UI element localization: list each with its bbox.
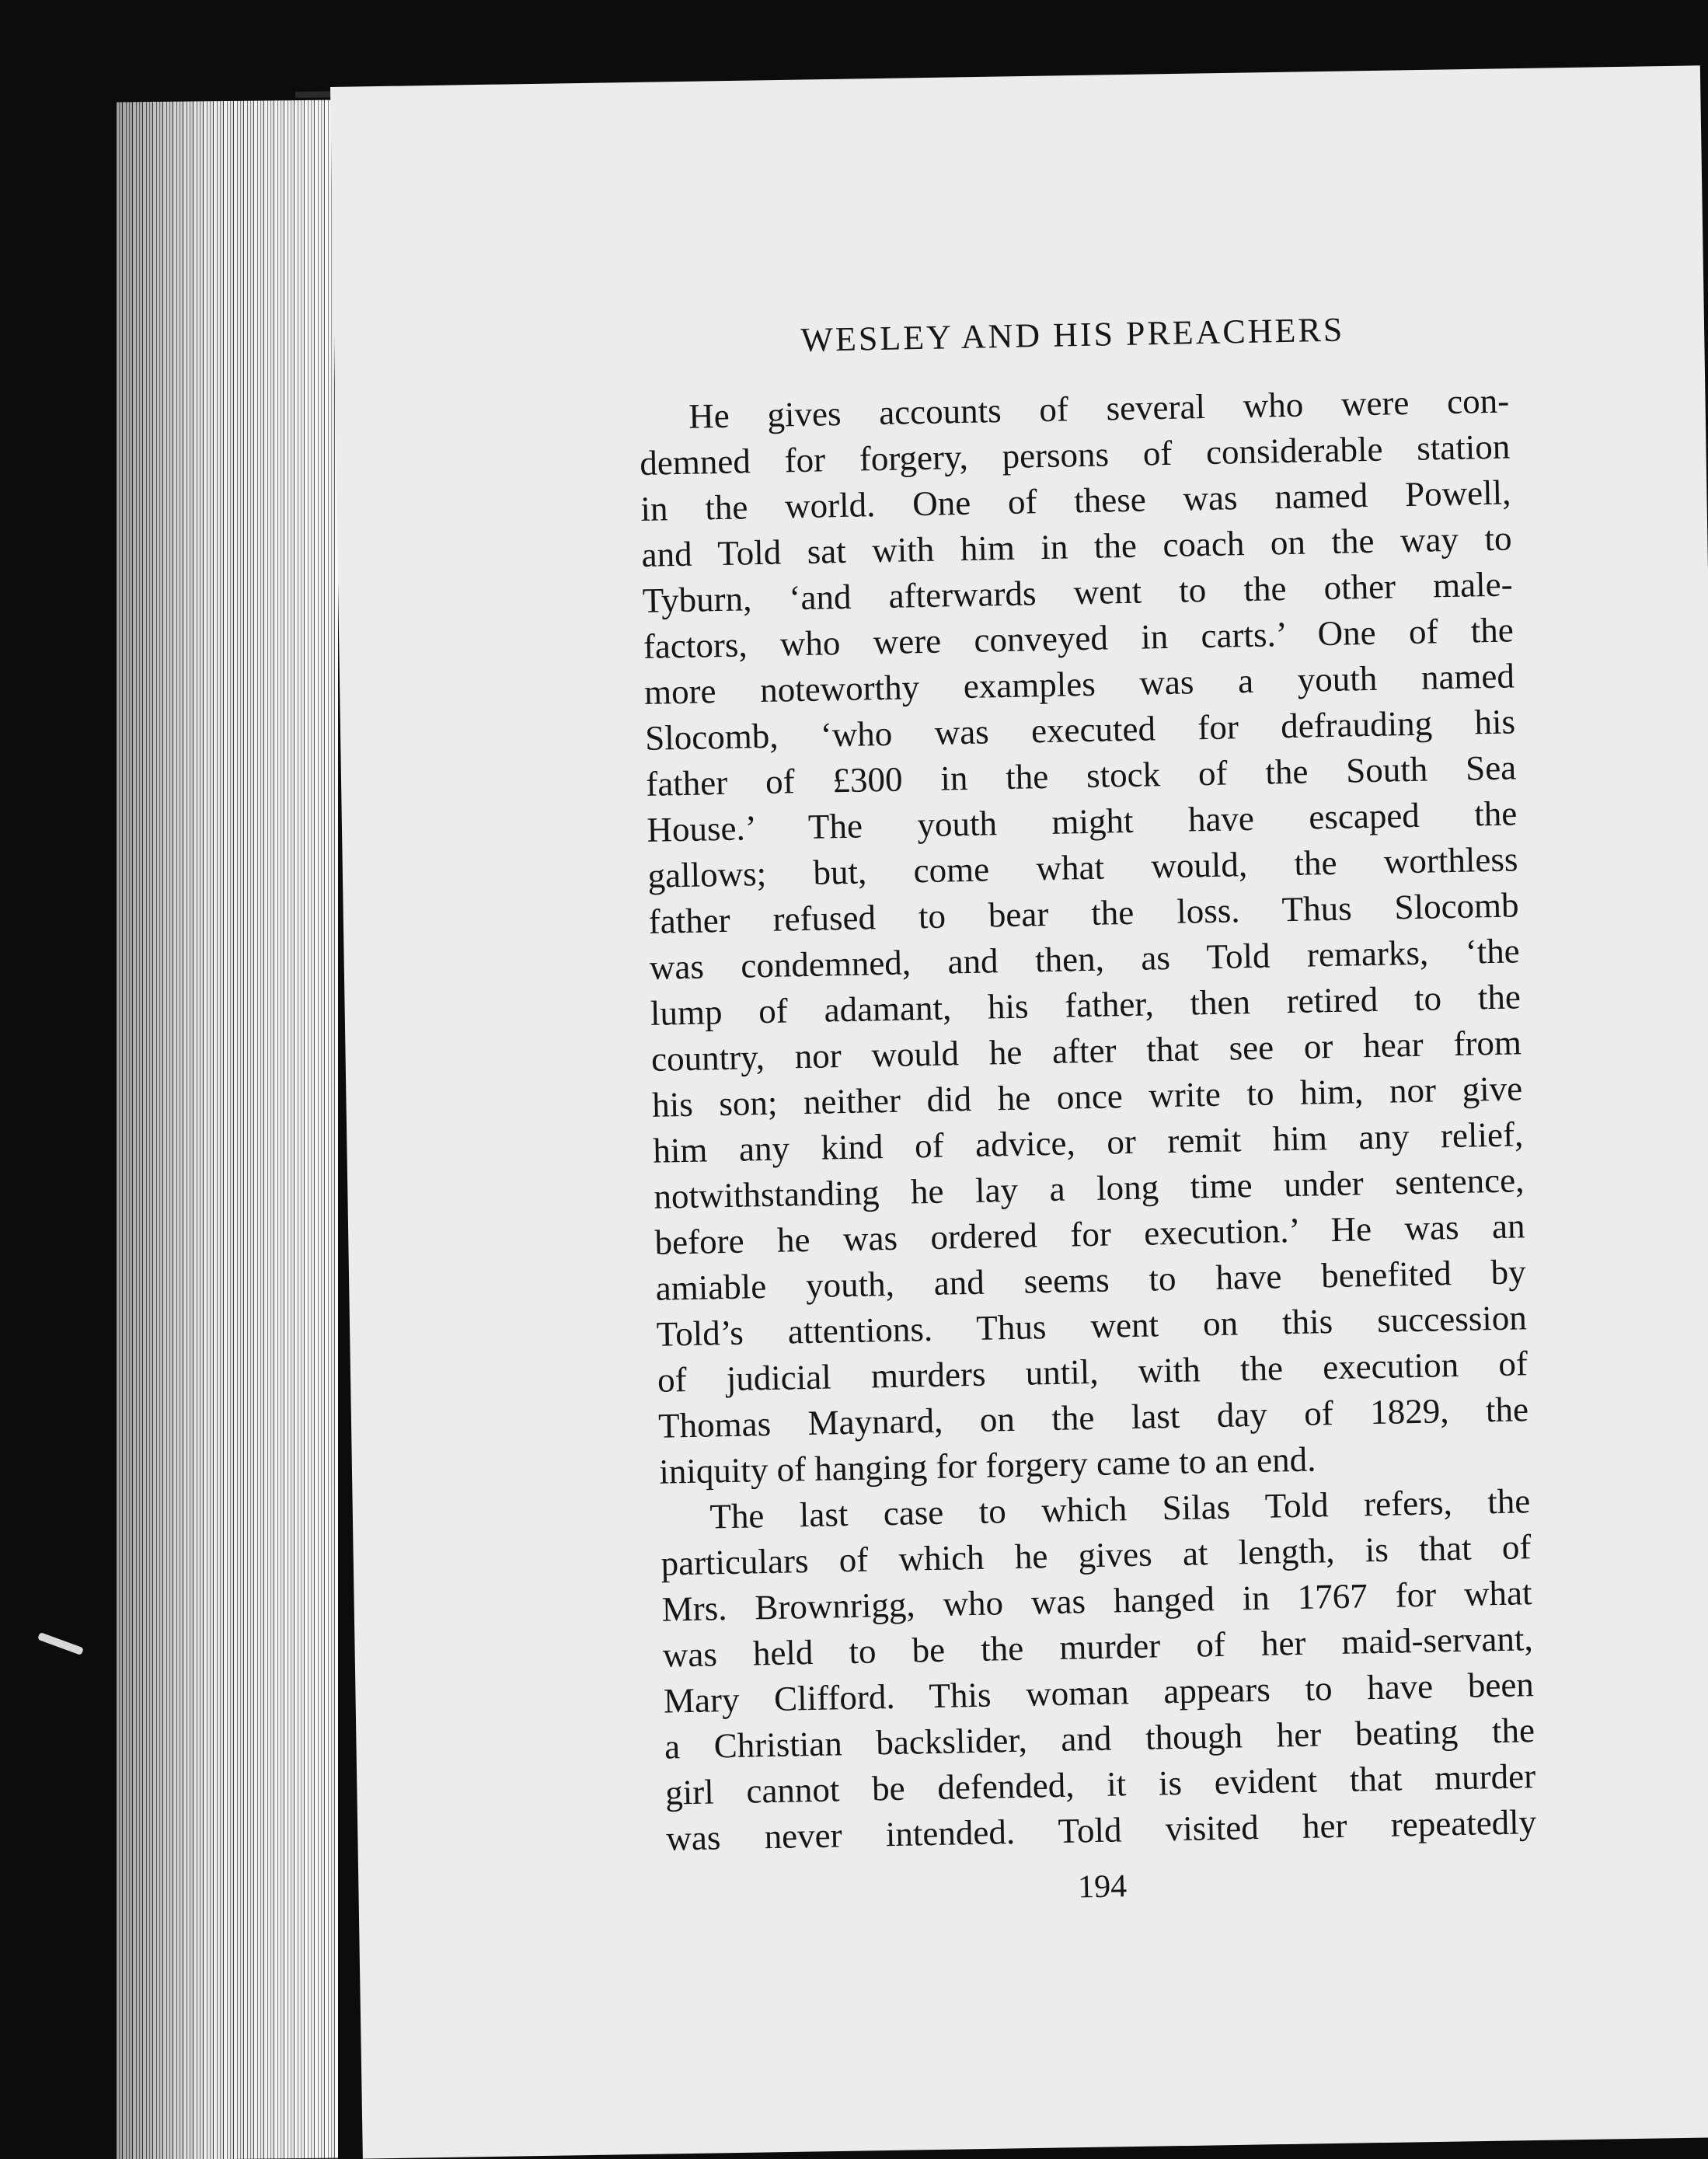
body-text <box>639 378 1537 1861</box>
text-line: was never intended. Told visited her repeatedly <box>665 1802 1537 1858</box>
text-line: Slocomb, ‘who was executed for defrauding his <box>644 702 1516 758</box>
text-line: father refused to bear the loss. Thus Slocomb <box>648 885 1519 941</box>
text-line: was held to be the murder of her maid-servant, <box>662 1619 1534 1675</box>
text-line: particulars of which he gives at length, is that of <box>661 1527 1532 1583</box>
text-line: He gives accounts of several who were con- <box>688 381 1510 436</box>
text-line: Mrs. Brownrigg, who was hanged in 1767 for what <box>661 1573 1532 1629</box>
film-scratch-mark <box>37 1632 84 1655</box>
running-head: WESLEY AND HIS PREACHERS <box>800 310 1345 359</box>
text-line: lump of adamant, his father, then retired to the <box>650 977 1522 1033</box>
text-line: Told’s attentions. Thus went on this succession <box>656 1298 1528 1354</box>
text-line: of judicial murders until, with the execution of <box>657 1344 1528 1400</box>
text-line: his son; neither did he once write to him, nor give <box>651 1069 1523 1125</box>
text-line: The last case to which Silas Told refers, the <box>709 1481 1531 1536</box>
text-line: factors, who were conveyed in carts.’ One of the <box>643 610 1515 666</box>
text-line: iniquity of hanging for forgery came to an end. <box>658 1439 1316 1491</box>
text-line: him any kind of advice, or remit him any relief, <box>652 1114 1524 1170</box>
text-line: House.’ The youth might have escaped the <box>646 793 1518 849</box>
text-line: gallows; but, come what would, the worthless <box>647 839 1518 895</box>
text-line: in the world. One of these was named Powell, <box>640 473 1511 528</box>
page-number: 194 <box>1077 1868 1128 1906</box>
text-line: country, nor would he after that see or hear from <box>650 1023 1522 1079</box>
page-text-block <box>637 309 1538 1911</box>
text-line: girl cannot be defended, it is evident that murder <box>664 1756 1536 1812</box>
text-line: Thomas Maynard, on the last day of 1829, the <box>657 1390 1529 1446</box>
text-line: notwithstanding he lay a long time under sentence, <box>654 1160 1525 1216</box>
text-line: Mary Clifford. This woman appears to have been <box>663 1665 1535 1721</box>
text-line: Tyburn, ‘and afterwards went to the other male- <box>642 564 1514 620</box>
text-line: father of £300 in the stock of the South Sea <box>645 748 1517 804</box>
text-line: demned for forgery, persons of considerable station <box>639 427 1511 483</box>
text-line: and Told sat with him in the coach on the way to <box>641 518 1512 574</box>
text-line: before he was ordered for execution.’ He was an <box>654 1206 1525 1262</box>
text-line: more noteworthy examples was a youth named <box>643 656 1515 712</box>
page-edges-shadow <box>117 101 338 2159</box>
text-line: a Christian backslider, and though her beating the <box>664 1711 1535 1767</box>
text-line: amiable youth, and seems to have benefited by <box>655 1252 1527 1308</box>
text-line: was condemned, and then, as Told remarks, ‘the <box>649 931 1521 987</box>
